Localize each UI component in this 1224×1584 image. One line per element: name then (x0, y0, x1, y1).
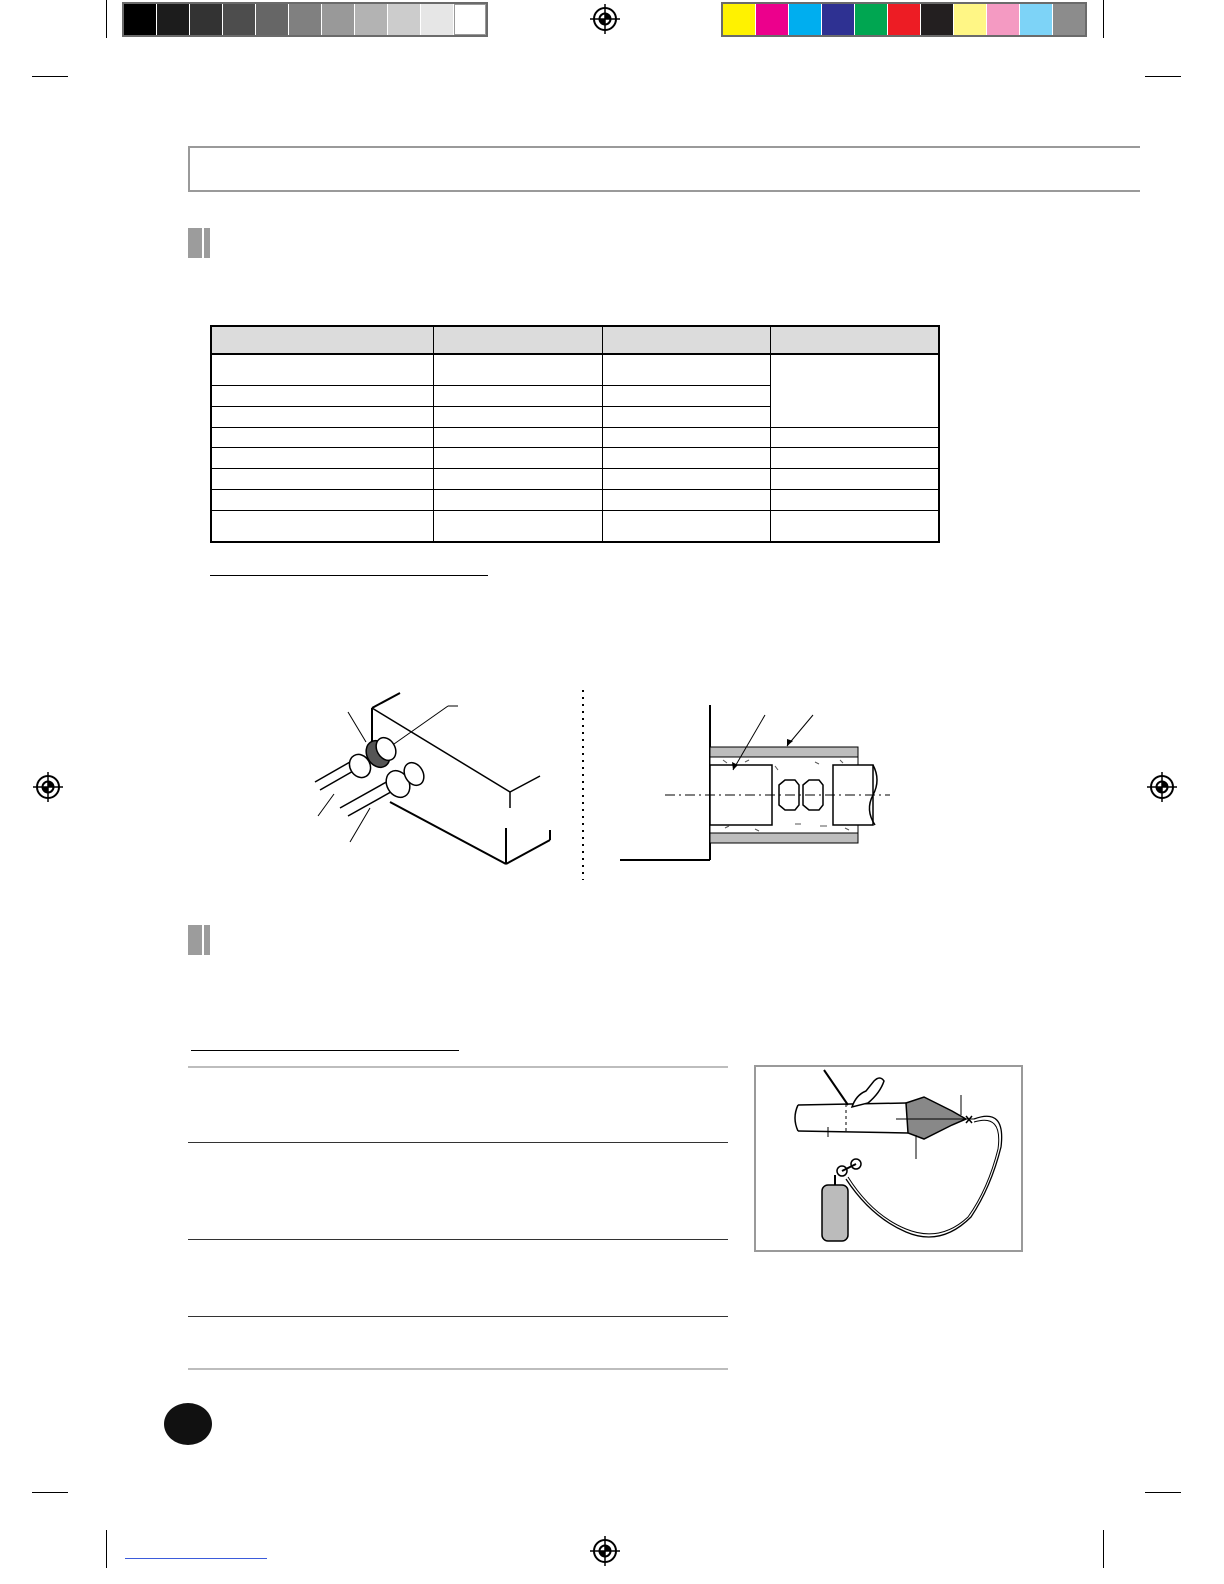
color-swatch (954, 4, 986, 35)
section-marker-2 (188, 925, 210, 955)
crop-mark (106, 1530, 107, 1568)
table-header-cell (211, 326, 434, 354)
table-row (211, 511, 939, 542)
procedure-rule (188, 1066, 728, 1068)
registration-mark-left-icon (33, 772, 63, 802)
color-swatch (723, 4, 755, 35)
table-cell (771, 490, 939, 511)
table-cell (211, 354, 434, 385)
table-cell (602, 511, 770, 542)
footer-file-link[interactable] (125, 1558, 267, 1559)
color-swatch (987, 4, 1019, 35)
brazing-with-nitrogen-diagram (756, 1067, 1021, 1250)
page-header-box (188, 146, 1140, 192)
color-swatch (289, 4, 321, 35)
table-cell (434, 354, 602, 385)
table-row (211, 427, 939, 448)
color-swatch (454, 4, 486, 35)
color-swatch (1053, 4, 1085, 35)
color-swatch (756, 4, 788, 35)
color-swatch (190, 4, 222, 35)
table-cell (434, 448, 602, 469)
color-swatch (157, 4, 189, 35)
table-cell (211, 469, 434, 490)
table-cell-merged (771, 354, 939, 427)
crop-mark (106, 0, 107, 38)
table-header-cell (771, 326, 939, 354)
spec-table (210, 325, 940, 543)
color-swatch (855, 4, 887, 35)
table-header-cell (434, 326, 602, 354)
table-cell (434, 406, 602, 427)
procedure-rule (188, 1368, 728, 1370)
color-swatch (888, 4, 920, 35)
color-swatch (256, 4, 288, 35)
crop-mark (1103, 0, 1104, 38)
crop-mark (1145, 1492, 1181, 1493)
table-cell (211, 448, 434, 469)
table-cell (771, 511, 939, 542)
color-swatch (789, 4, 821, 35)
diagram-divider (580, 690, 586, 880)
registration-mark-bottom-icon (590, 1536, 620, 1566)
table-row (211, 354, 939, 385)
table-cell (434, 490, 602, 511)
table-row (211, 490, 939, 511)
registration-mark-top-icon (590, 4, 620, 34)
color-swatch (921, 4, 953, 35)
table-cell (602, 385, 770, 406)
table-cell (602, 406, 770, 427)
table-cell (602, 354, 770, 385)
table-cell (771, 448, 939, 469)
table-cell (602, 427, 770, 448)
table-header-cell (602, 326, 770, 354)
table-header-row (211, 326, 939, 354)
page-number-badge (164, 1403, 212, 1445)
table-cell (211, 490, 434, 511)
pipe-connection-diagram (310, 690, 560, 870)
crop-mark (32, 1492, 68, 1493)
table-cell (602, 490, 770, 511)
table-cell (211, 385, 434, 406)
table-cell (211, 427, 434, 448)
color-swatch (421, 4, 453, 35)
color-swatch (1020, 4, 1052, 35)
crop-mark (1145, 76, 1181, 77)
procedure-rule (188, 1316, 728, 1317)
table-cell (211, 406, 434, 427)
color-swatch (124, 4, 156, 35)
table-cell (771, 469, 939, 490)
table-cell (771, 427, 939, 448)
subheading-underline-1 (210, 575, 488, 576)
color-swatch (322, 4, 354, 35)
subheading-underline-2 (191, 1050, 459, 1051)
table-cell (602, 448, 770, 469)
table-row (211, 448, 939, 469)
procedure-rule (188, 1142, 728, 1143)
table-cell (211, 511, 434, 542)
table-cell (434, 469, 602, 490)
table-cell (602, 469, 770, 490)
color-swatch (355, 4, 387, 35)
insulation-section-diagram (615, 700, 895, 870)
table-row (211, 469, 939, 490)
registration-mark-right-icon (1147, 772, 1177, 802)
table-cell (434, 385, 602, 406)
color-swatch (223, 4, 255, 35)
color-swatch (388, 4, 420, 35)
color-swatch (822, 4, 854, 35)
crop-mark (1103, 1530, 1104, 1568)
crop-mark (32, 76, 68, 77)
procedure-rule (188, 1239, 728, 1240)
table-cell (434, 511, 602, 542)
table-cell (434, 427, 602, 448)
section-marker-1 (188, 228, 210, 258)
